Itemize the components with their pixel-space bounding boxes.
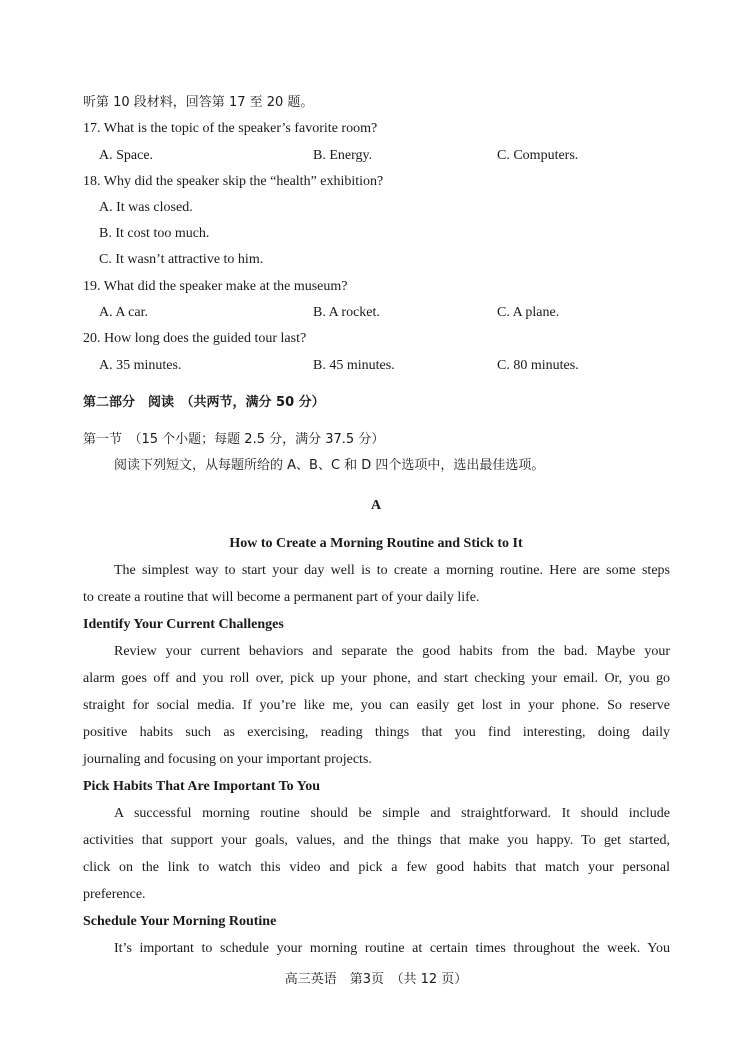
paragraph-line: preference. <box>83 887 146 902</box>
paragraph-line: click on the link to watch this video and pick a few good habits that match your personal <box>83 860 670 875</box>
question-19-stem: 19. What did the speaker make at the museum? <box>83 279 348 294</box>
section-one-instruction: 阅读下列短文，从每题所给的 A、B、C 和 D 四个选项中，选出最佳选项。 <box>114 458 545 473</box>
page-footer: 高三英语 第3页 （共 12 页） <box>284 972 468 987</box>
part-two-title: 第二部分 阅读 （共两节，满分 50 分） <box>83 395 325 410</box>
question-17-option-a: A. Space. <box>99 148 154 163</box>
question-20-option-c: C. 80 minutes. <box>497 358 579 373</box>
section-heading-habits: Pick Habits That Are Important To You <box>83 779 321 794</box>
section-heading-challenges: Identify Your Current Challenges <box>83 617 284 632</box>
question-20-option-b: B. 45 minutes. <box>313 358 395 373</box>
question-18-option-a: A. It was closed. <box>99 200 193 215</box>
question-17-option-b: B. Energy. <box>313 148 373 163</box>
section-one-title: 第一节 （15 个小题；每题 2.5 分，满分 37.5 分） <box>83 432 385 447</box>
question-20-stem: 20. How long does the guided tour last? <box>83 331 307 346</box>
passage-title: How to Create a Morning Routine and Stick to It <box>229 536 523 551</box>
paragraph-line: journaling and focusing on your important projects. <box>83 752 372 767</box>
question-17-option-c: C. Computers. <box>497 148 579 163</box>
question-18-option-b: B. It cost too much. <box>99 226 210 241</box>
passage-letter: A <box>370 498 382 513</box>
question-18-stem: 18. Why did the speaker skip the “health” exhibition? <box>83 174 384 189</box>
paragraph-line: alarm goes off and you roll over, pick up your phone, and start checking your email. Or, you go <box>83 671 670 686</box>
paragraph-line: activities that support your goals, values, and the things that make you happy. To get started, <box>83 833 670 848</box>
question-19-option-b: B. A rocket. <box>313 305 380 320</box>
question-20-option-a: A. 35 minutes. <box>99 358 182 373</box>
listening-instruction: 听第 10 段材料，回答第 17 至 20 题。 <box>83 95 314 110</box>
paragraph-line: It’s important to schedule your morning routine at certain times throughout the week. You <box>114 941 670 956</box>
paragraph-line: positive habits such as exercising, reading things that you find interesting, doing daily <box>83 725 670 740</box>
question-19-option-c: C. A plane. <box>497 305 560 320</box>
intro-line-1: The simplest way to start your day well is to create a morning routine. Here are some steps <box>114 563 670 578</box>
paragraph-line: straight for social media. If you’re like me, you can easily get lost in your phone. So reserve <box>83 698 670 713</box>
question-18-option-c: C. It wasn’t attractive to him. <box>99 252 264 267</box>
question-17-stem: 17. What is the topic of the speaker’s favorite room? <box>83 121 378 136</box>
section-heading-schedule: Schedule Your Morning Routine <box>83 914 277 929</box>
intro-line-2: to create a routine that will become a permanent part of your daily life. <box>83 590 480 605</box>
paragraph-line: Review your current behaviors and separate the good habits from the bad. Maybe your <box>114 644 670 659</box>
question-19-option-a: A. A car. <box>99 305 148 320</box>
paragraph-line: A successful morning routine should be simple and straightforward. It should include <box>114 806 670 821</box>
